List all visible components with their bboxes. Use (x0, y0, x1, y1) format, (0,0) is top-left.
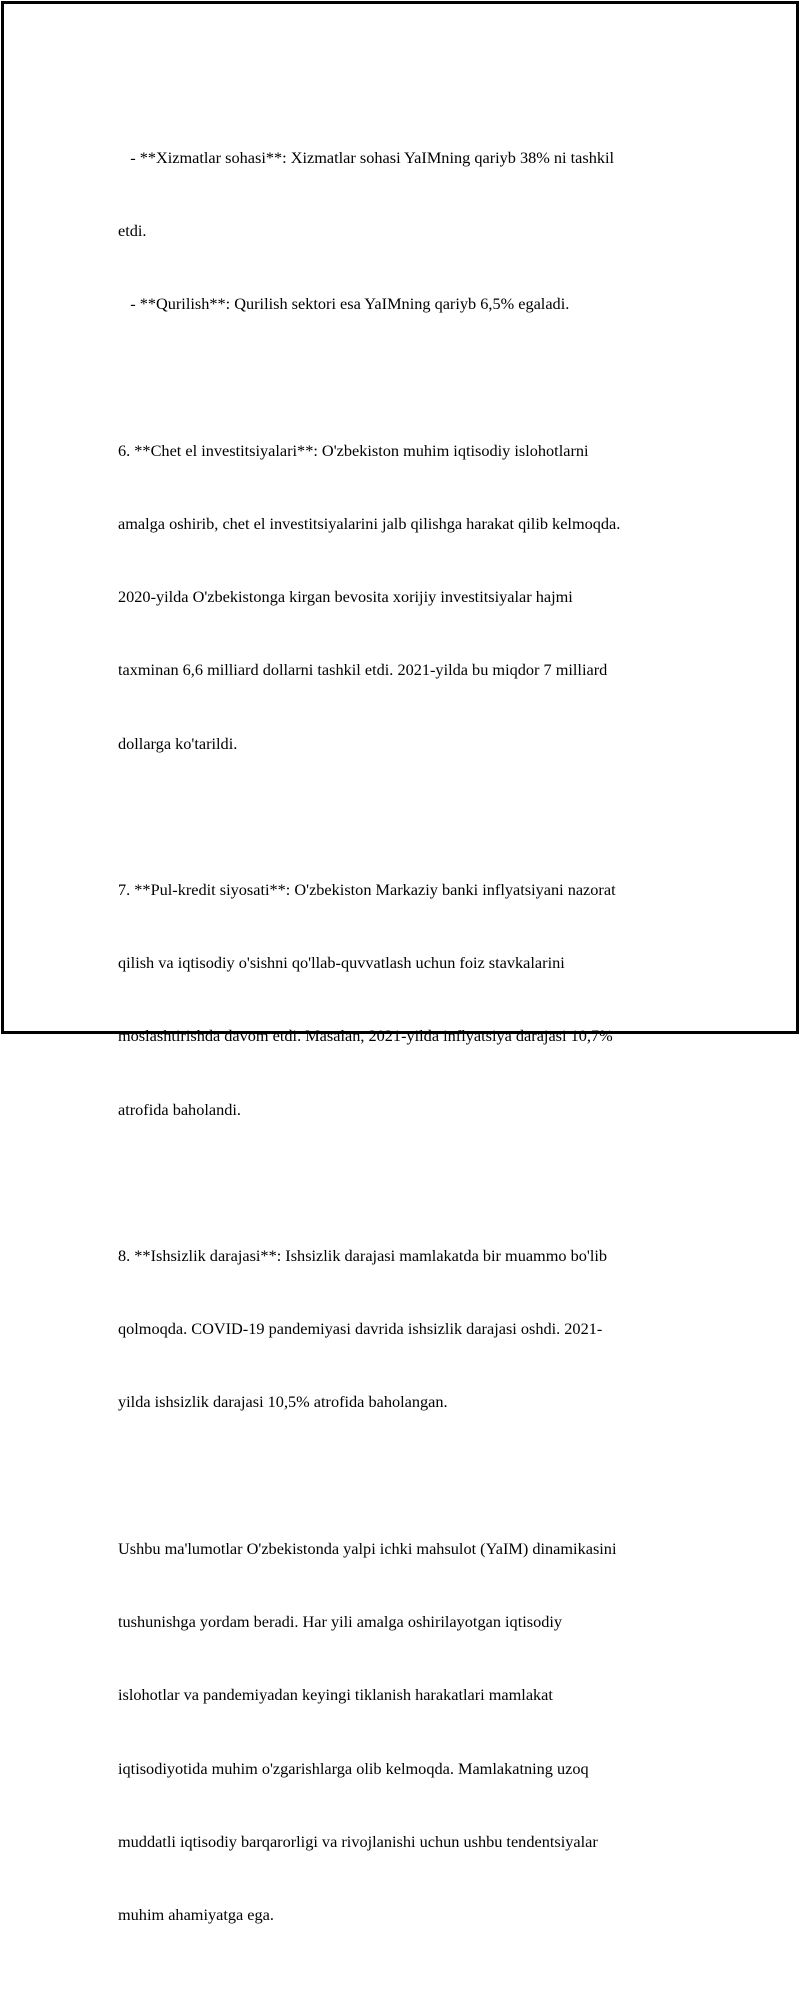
text-line: qilish va iqtisodiy o'sishni qo'llab-quvvatlash uchun foiz stavkalarini (118, 953, 565, 973)
investments-paragraph (118, 390, 698, 805)
document-page (1, 1, 799, 1924)
text-line: 8. **Ishsizlik darajasi**: Ishsizlik darajasi mamlakatda bir muammo bo'lib (118, 1246, 608, 1266)
text-line: 7. **Pul-kredit siyosati**: O'zbekiston Markaziy banki inflyatsiyani nazorat (118, 879, 616, 899)
text-line: 6. **Chet el investitsiyalari**: O'zbekiston muhim iqtisodiy islohotlarni (118, 440, 589, 460)
text-line: muddatli iqtisodiy barqarorligi va rivojlanishi uchun ushbu tendentsiyalar (118, 1831, 598, 1851)
unemployment-paragraph (118, 1195, 698, 1463)
text-line: dollarga ko'tarildi. (118, 733, 238, 753)
text-line: - **Xizmatlar sohasi**: Xizmatlar sohasi YaIMning qariyb 38% ni tashkil (118, 147, 615, 167)
text-line: taxminan 6,6 milliard dollarni tashkil etdi. 2021-yilda bu miqdor 7 milliard (118, 660, 608, 680)
text-line: iqtisodiyotida muhim o'zgarishlarga olib kelmoqda. Mamlakatning uzoq (118, 1758, 589, 1778)
text-line: 2020-yilda O'zbekistonga kirgan bevosita xorijiy investitsiyalar hajmi (118, 587, 573, 607)
text-line: atrofida baholandi. (118, 1099, 241, 1119)
text-line: Ushbu ma'lumotlar O'zbekistonda yalpi ichki mahsulot (YaIM) dinamikasini (118, 1538, 617, 1558)
text-line: etdi. (118, 221, 147, 241)
text-line: amalga oshirib, chet el investitsiyalarini jalb qilishga harakat qilib kelmoqda. (118, 513, 621, 533)
text-line: tushunishga yordam beradi. Har yili amalga oshirilayotgan iqtisodiy (118, 1612, 563, 1632)
sector-list-paragraph (118, 97, 698, 365)
text-line: yilda ishsizlik darajasi 10,5% atrofida baholangan. (118, 1392, 448, 1412)
conclusion-paragraph (118, 1488, 698, 1976)
text-line: islohotlar va pandemiyadan keyingi tiklanish harakatlari mamlakat (118, 1685, 553, 1705)
text-line: moslashtirishda davom etdi. Masalan, 2021-yilda inflyatsiya darajasi 10,7% (118, 1026, 613, 1046)
text-line: muhim ahamiyatga ega. (118, 1905, 274, 1924)
text-line: qolmoqda. COVID-19 pandemiyasi davrida ishsizlik darajasi oshdi. 2021- (118, 1319, 603, 1339)
text-line: - **Qurilish**: Qurilish sektori esa YaIMning qariyb 6,5% egaladi. (118, 294, 570, 314)
monetary-policy-paragraph (118, 829, 698, 1171)
document-body (118, 97, 698, 2001)
